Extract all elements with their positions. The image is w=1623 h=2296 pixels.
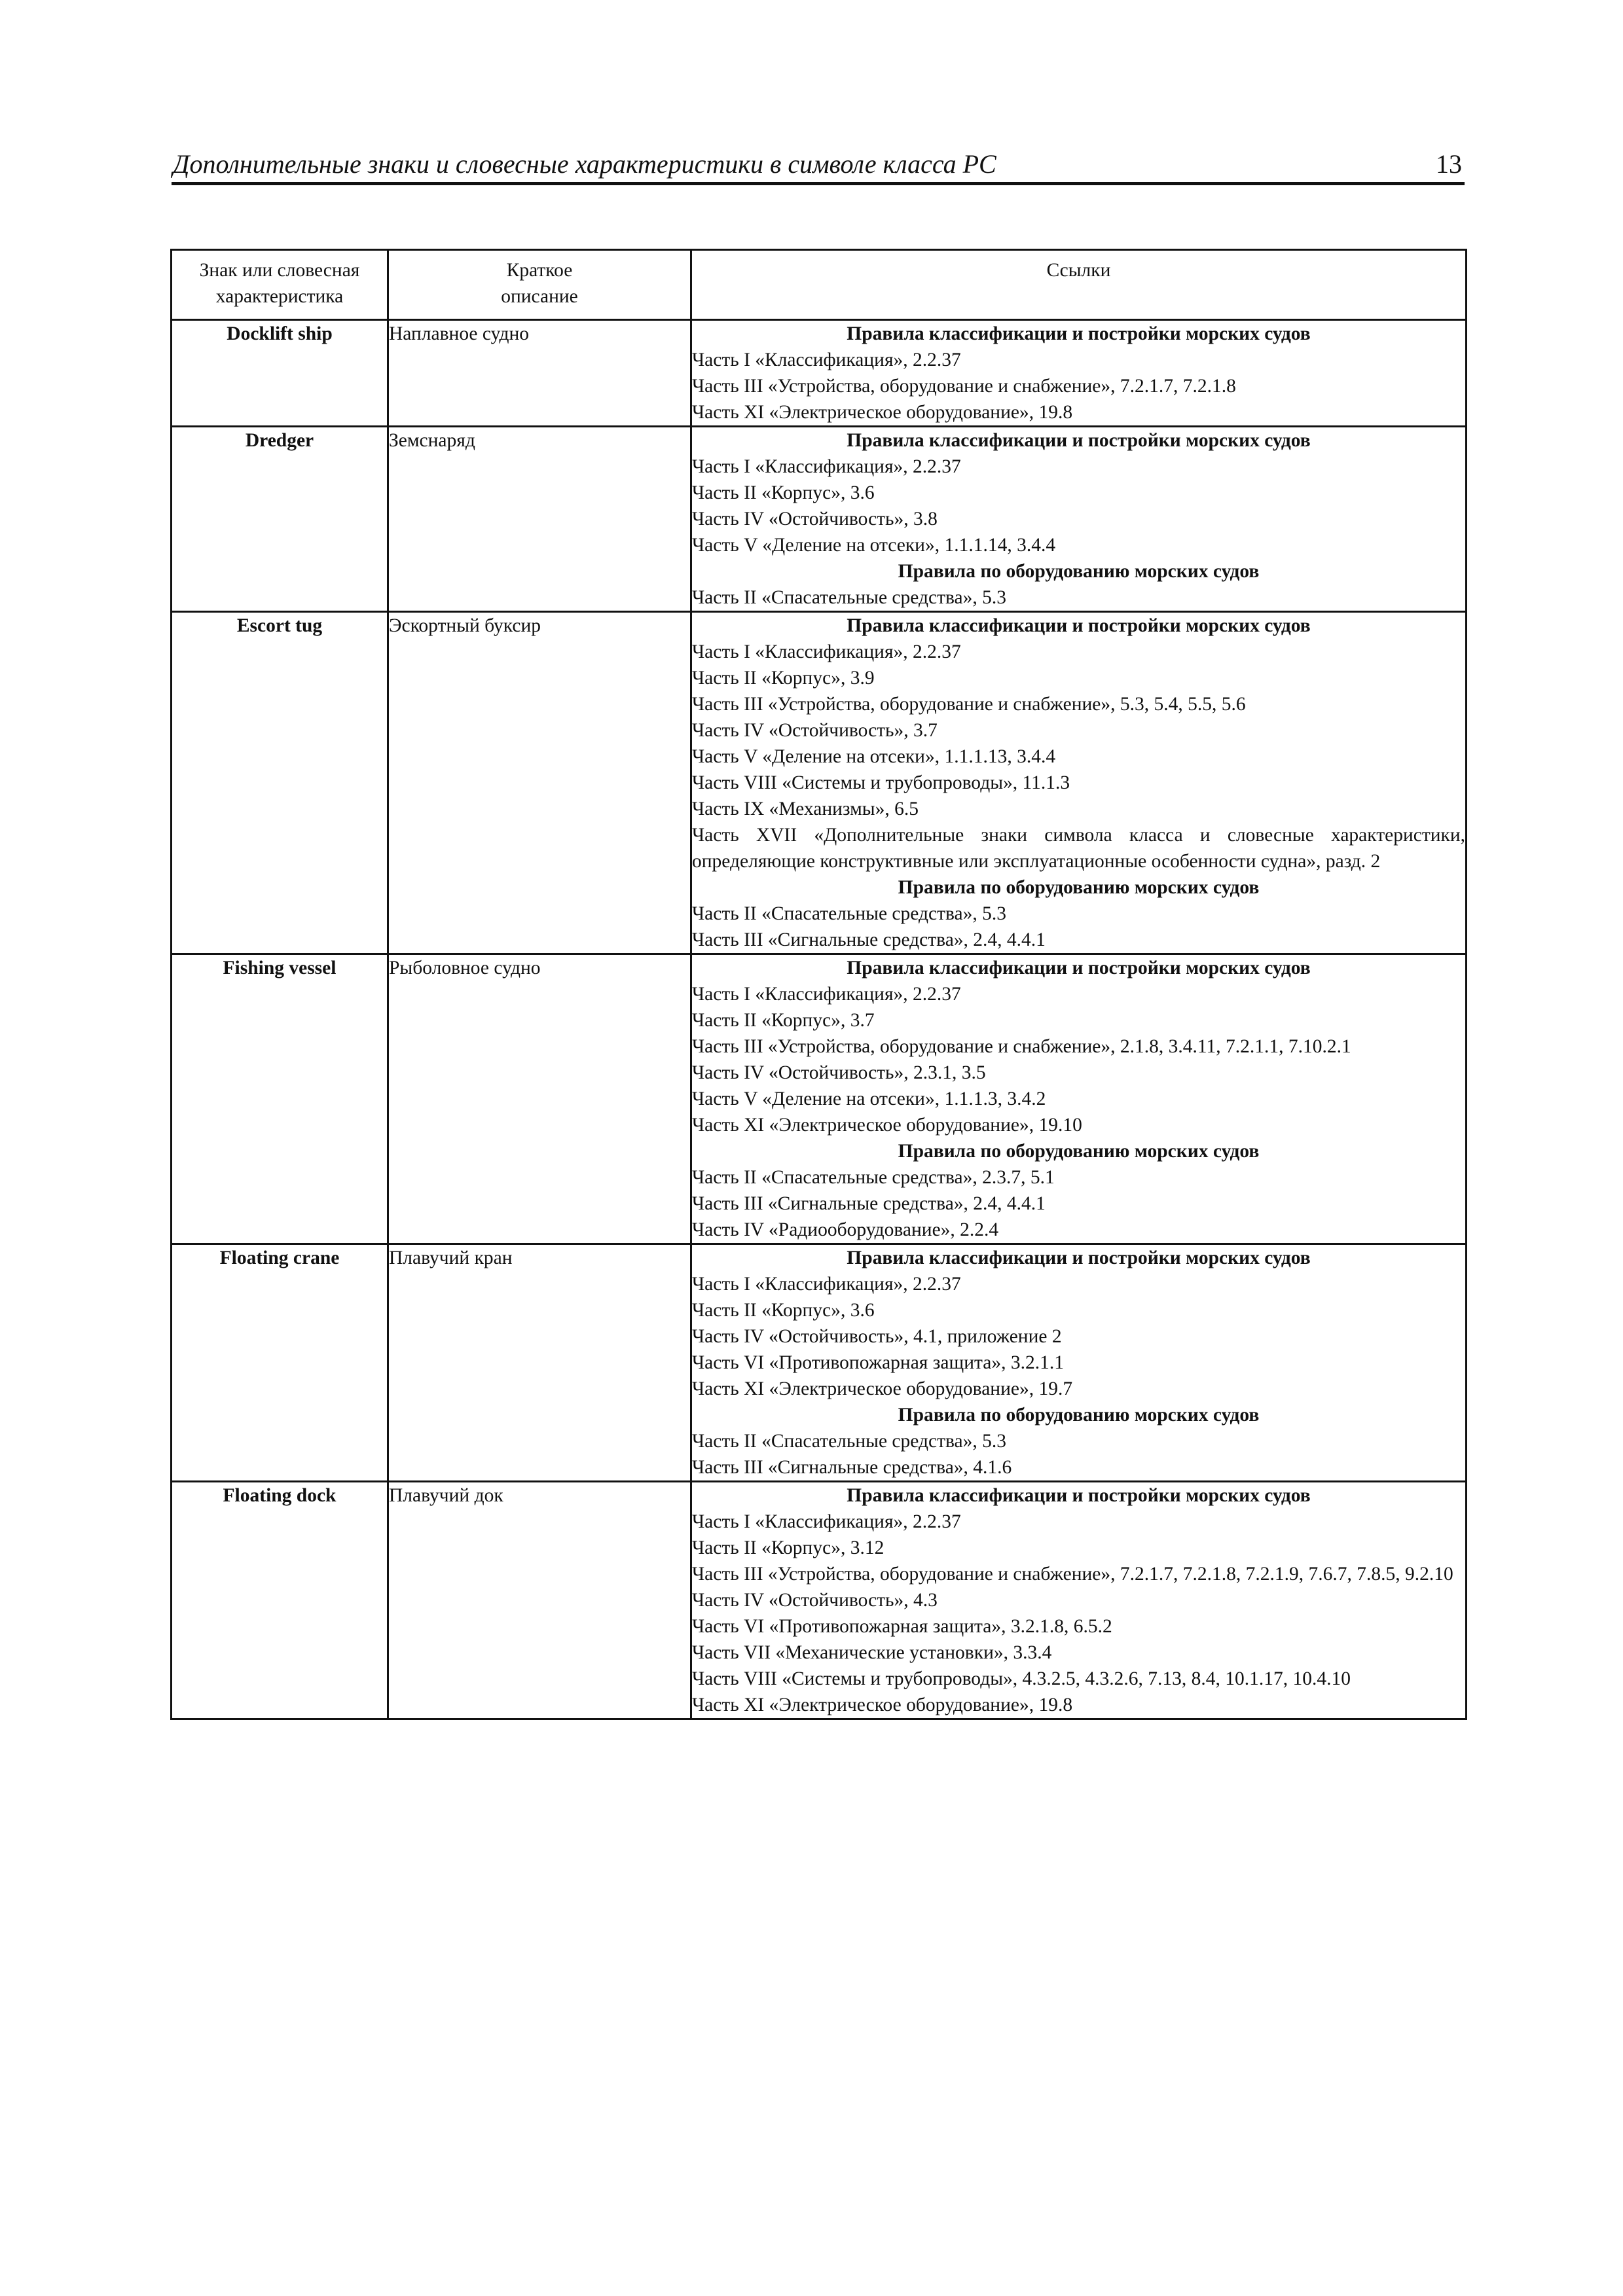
reference-line: Часть I «Классификация», 2.2.37 — [692, 984, 961, 1005]
reference-line: Часть VI «Противопожарная защита», 3.2.1.8, 6.5.2 — [692, 1616, 1112, 1637]
reference-line: Часть IV «Остойчивость», 3.8 — [692, 509, 938, 529]
reference-line: Часть II «Корпус», 3.6 — [692, 1300, 875, 1321]
rules-book-title: Правила классификации и постройки морских судов — [847, 1485, 1311, 1506]
reference-line: Часть IX «Механизмы», 6.5 — [692, 798, 919, 819]
table-row — [172, 1482, 1467, 1719]
reference-line: Часть III «Устройства, оборудование и снабжение», 7.2.1.7, 7.2.1.8, 7.2.1.9, 7.6.7, 7.8.5, 9.2.10 — [692, 1564, 1453, 1585]
description-cell: Эскортный буксир — [388, 612, 691, 954]
table-body — [172, 320, 1467, 1719]
reference-line: Часть VIII «Системы и трубопроводы», 11.1.3 — [692, 772, 1070, 793]
references-cell — [691, 612, 1467, 954]
reference-line: Часть VII «Механические установки», 3.3.4 — [692, 1642, 1052, 1663]
reference-line: Часть III «Сигнальные средства», 2.4, 4.4.1 — [692, 929, 1046, 950]
column-header-sign: Знак или словесная характеристика — [172, 250, 388, 320]
rules-book-title: Правила классификации и постройки морских судов — [847, 323, 1311, 344]
rules-book-title: Правила по оборудованию морских судов — [898, 1405, 1260, 1426]
sign-cell: Docklift ship — [172, 320, 388, 427]
rules-book-title: Правила классификации и постройки морских судов — [847, 958, 1311, 978]
reference-line: Часть IV «Остойчивость», 4.3 — [692, 1590, 938, 1611]
table-row — [172, 954, 1467, 1244]
page-number: 13 — [1436, 149, 1462, 179]
sign-cell: Floating dock — [172, 1482, 388, 1719]
reference-line: Часть IV «Остойчивость», 2.3.1, 3.5 — [692, 1062, 986, 1083]
sign-cell: Floating crane — [172, 1244, 388, 1482]
description-cell: Рыболовное судно — [388, 954, 691, 1244]
reference-line: Часть I «Классификация», 2.2.37 — [692, 641, 961, 662]
reference-line: Часть XI «Электрическое оборудование», 19.7 — [692, 1378, 1073, 1399]
reference-line: Часть VIII «Системы и трубопроводы», 4.3.2.5, 4.3.2.6, 7.13, 8.4, 10.1.17, 10.4.10 — [692, 1668, 1351, 1689]
rules-book-title: Правила классификации и постройки морских судов — [847, 615, 1311, 636]
column-header-refs: Ссылки — [691, 250, 1467, 320]
references-cell — [691, 1244, 1467, 1482]
table-row — [172, 320, 1467, 427]
sign-cell: Fishing vessel — [172, 954, 388, 1244]
reference-line: Часть II «Корпус», 3.6 — [692, 482, 875, 503]
references-cell — [691, 320, 1467, 427]
column-header-description: Краткое описание — [388, 250, 691, 320]
reference-line: Часть XVII «Дополнительные знаки символа класса и словесные характеристики, определяющие конструктивные или эксплуатационные особенности судна», разд. 2 — [692, 825, 1465, 872]
page-header — [172, 145, 1465, 185]
reference-line: Часть II «Спасательные средства», 5.3 — [692, 587, 1006, 608]
reference-line: Часть IV «Остойчивость», 4.1, приложение 2 — [692, 1326, 1062, 1347]
reference-line: Часть IV «Остойчивость», 3.7 — [692, 720, 938, 741]
description-cell: Плавучий кран — [388, 1244, 691, 1482]
table-header — [172, 250, 1467, 320]
reference-line: Часть V «Деление на отсеки», 1.1.1.3, 3.4.2 — [692, 1088, 1046, 1109]
rules-book-title: Правила по оборудованию морских судов — [898, 561, 1260, 582]
reference-line: Часть XI «Электрическое оборудование», 19.8 — [692, 1695, 1073, 1715]
reference-line: Часть II «Спасательные средства», 5.3 — [692, 903, 1006, 924]
reference-line: Часть IV «Радиооборудование», 2.2.4 — [692, 1219, 999, 1240]
reference-line: Часть III «Устройства, оборудование и снабжение», 7.2.1.7, 7.2.1.8 — [692, 376, 1236, 397]
reference-table — [170, 249, 1467, 1720]
reference-line: Часть III «Устройства, оборудование и снабжение», 2.1.8, 3.4.11, 7.2.1.1, 7.10.2.1 — [692, 1036, 1351, 1057]
reference-line: Часть III «Сигнальные средства», 4.1.6 — [692, 1457, 1012, 1478]
rules-book-title: Правила классификации и постройки морских судов — [847, 430, 1311, 451]
running-title: Дополнительные знаки и словесные характеристики в символе класса РС — [173, 149, 996, 179]
sign-cell: Dredger — [172, 427, 388, 612]
reference-line: Часть III «Сигнальные средства», 2.4, 4.4.1 — [692, 1193, 1046, 1214]
reference-line: Часть V «Деление на отсеки», 1.1.1.13, 3.4.4 — [692, 746, 1056, 767]
reference-line: Часть VI «Противопожарная защита», 3.2.1.1 — [692, 1352, 1064, 1373]
description-cell: Земснаряд — [388, 427, 691, 612]
table-row — [172, 612, 1467, 954]
reference-line: Часть I «Классификация», 2.2.37 — [692, 1511, 961, 1532]
rules-book-title: Правила по оборудованию морских судов — [898, 877, 1260, 898]
reference-line: Часть II «Корпус», 3.9 — [692, 668, 875, 689]
rules-book-title: Правила классификации и постройки морских судов — [847, 1247, 1311, 1268]
reference-line: Часть I «Классификация», 2.2.37 — [692, 456, 961, 477]
sign-cell: Escort tug — [172, 612, 388, 954]
references-cell — [691, 427, 1467, 612]
references-cell — [691, 1482, 1467, 1719]
reference-line: Часть II «Спасательные средства», 5.3 — [692, 1431, 1006, 1452]
description-cell: Плавучий док — [388, 1482, 691, 1719]
reference-line: Часть II «Спасательные средства», 2.3.7, 5.1 — [692, 1167, 1055, 1188]
reference-line: Часть III «Устройства, оборудование и снабжение», 5.3, 5.4, 5.5, 5.6 — [692, 694, 1246, 715]
reference-line: Часть I «Классификация», 2.2.37 — [692, 350, 961, 370]
references-cell — [691, 954, 1467, 1244]
description-cell: Наплавное судно — [388, 320, 691, 427]
reference-line: Часть I «Классификация», 2.2.37 — [692, 1274, 961, 1295]
rules-book-title: Правила по оборудованию морских судов — [898, 1141, 1260, 1162]
reference-line: Часть XI «Электрическое оборудование», 19.10 — [692, 1115, 1082, 1136]
reference-line: Часть II «Корпус», 3.12 — [692, 1537, 884, 1558]
reference-line: Часть II «Корпус», 3.7 — [692, 1010, 875, 1031]
reference-line: Часть XI «Электрическое оборудование», 19.8 — [692, 402, 1073, 423]
header-row — [172, 250, 1467, 320]
table-row — [172, 427, 1467, 612]
table-row — [172, 1244, 1467, 1482]
reference-line: Часть V «Деление на отсеки», 1.1.1.14, 3.4.4 — [692, 535, 1056, 556]
